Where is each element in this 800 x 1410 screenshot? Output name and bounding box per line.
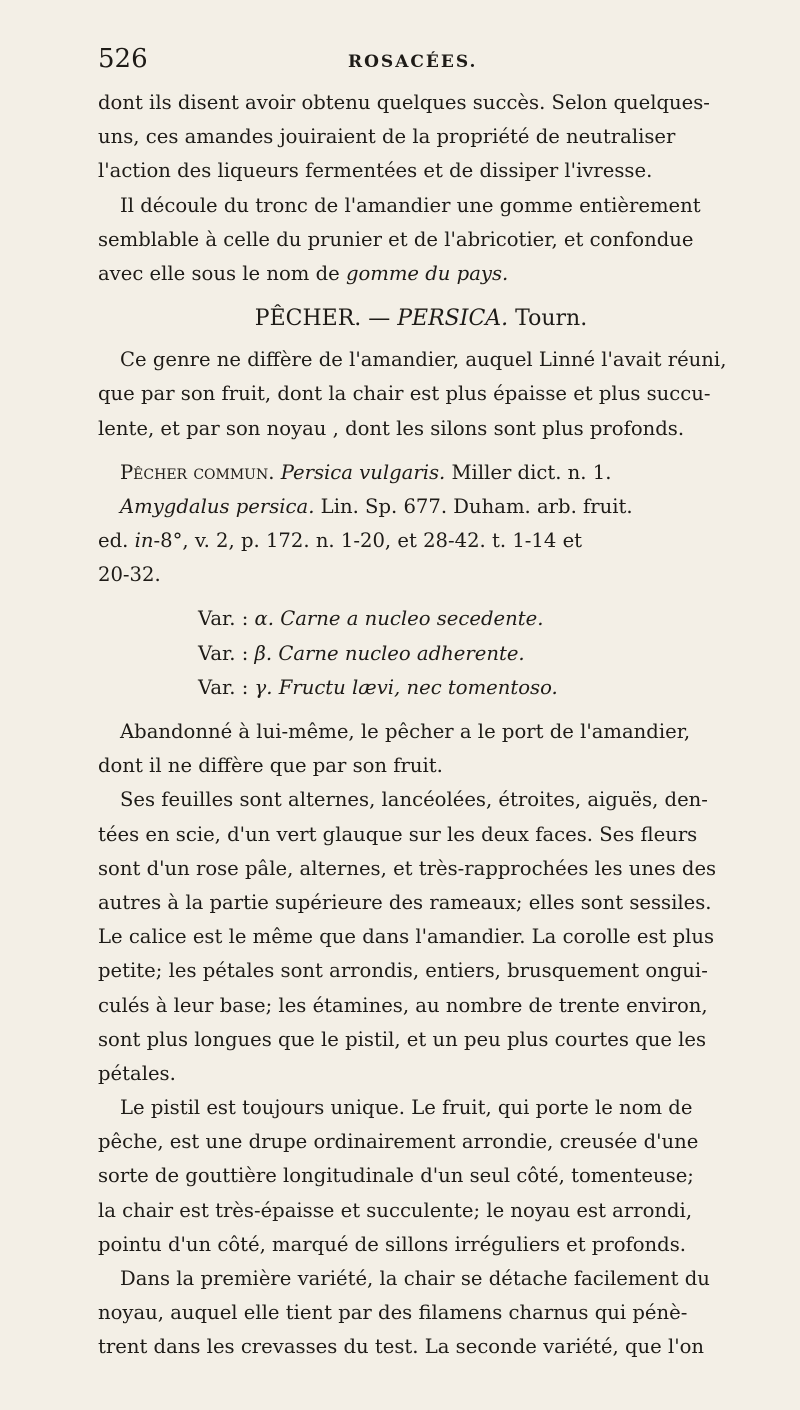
paragraph-3 xyxy=(98,343,744,446)
genus-name-latin: PERSICA. xyxy=(397,306,509,332)
text-line: pétales. xyxy=(98,1061,176,1085)
variety-description: Fructu lævi, nec tomentoso. xyxy=(278,675,558,699)
running-head: ROSACÉES. xyxy=(348,52,478,72)
text-span: Lin. Sp. 677. Duham. arb. fruit. xyxy=(314,494,633,518)
variety-description: Carne a nucleo secedente. xyxy=(280,607,544,631)
spacer xyxy=(98,592,744,602)
text-line: sont d'un rose pâle, alternes, et très-rapprochées les unes des xyxy=(98,856,717,880)
text-line: culés à leur base; les étamines, au nombre de trente environ, xyxy=(98,993,708,1017)
text-line: que par son fruit, dont la chair est plus épaisse et plus succu- xyxy=(98,382,711,406)
text-line: Le calice est le même que dans l'amandier. La corolle est plus xyxy=(98,925,715,949)
page-number: 526 xyxy=(98,44,148,74)
text-line: noyau, auquel elle tient par des filamens charnus qui pénè- xyxy=(98,1301,688,1325)
text-line: Il découle du tronc de l'amandier une gomme entièrement xyxy=(120,193,701,217)
text-line xyxy=(98,524,744,558)
spacer xyxy=(98,446,744,456)
text-line: Ses feuilles sont alternes, lancéolées, étroites, aiguës, den- xyxy=(120,788,708,812)
text-line: dont il ne diffère que par son fruit. xyxy=(98,754,443,778)
paragraph-6 xyxy=(98,1091,744,1365)
variety-label: Var. : xyxy=(198,641,255,665)
text-line: dont ils disent avoir obtenu quelques succès. Selon quelques- xyxy=(98,91,710,114)
text-line xyxy=(98,490,744,524)
text-line: Dans la première variété, la chair se détache facilement du xyxy=(120,1267,710,1290)
text-line xyxy=(98,456,744,490)
variety-label: Var. : xyxy=(198,675,255,699)
species-entry xyxy=(98,456,744,593)
genus-name-fr: PÊCHER. — xyxy=(254,306,398,332)
paragraph-4 xyxy=(98,715,744,783)
paragraph-5 xyxy=(98,783,744,1091)
synonym-latin-name: Amygdalus persica. xyxy=(120,494,315,518)
variety-letter: γ. xyxy=(254,675,273,699)
text-line: Abandonné à lui-même, le pêcher a le port de l'amandier, xyxy=(120,720,691,743)
genus-authority: Tourn. xyxy=(508,306,588,332)
genus-heading xyxy=(98,295,744,343)
text-line: lente, et par son noyau , dont les silons sont plus profonds. xyxy=(98,416,685,440)
species-latin-name: Persica vulgaris. xyxy=(280,460,446,484)
text-line: autres à la partie supérieure des rameaux; elles sont sessiles. xyxy=(98,890,712,914)
variety-description: Carne nucleo adherente. xyxy=(278,641,525,665)
variety-label: Var. : xyxy=(198,607,255,631)
paragraph-2 xyxy=(98,189,744,292)
text-line: 20-32. xyxy=(98,563,161,587)
text-span: ed. xyxy=(98,529,135,553)
text-line: sorte de gouttière longitudinale d'un seul côté, tomenteuse; xyxy=(98,1164,694,1188)
spacer xyxy=(98,705,744,715)
text-line: pêche, est une drupe ordinairement arrondie, creusée d'une xyxy=(98,1130,699,1154)
text-line: Ce genre ne diffère de l'amandier, auquel Linné l'avait réuni, xyxy=(120,348,727,372)
variety-letter: β. xyxy=(254,641,273,665)
text-line: uns, ces amandes jouiraient de la propriété de neutraliser xyxy=(98,125,676,149)
text-line: sont plus longues que le pistil, et un peu plus courtes que les xyxy=(98,1027,707,1051)
italic-term: in xyxy=(134,529,154,553)
text-line: petite; les pétales sont arrondis, entiers, brusquement ongui- xyxy=(98,959,708,983)
text-span: -8°, v. 2, p. 172. n. 1-20, et 28-42. t. 1-14 et xyxy=(153,529,583,553)
text-line: tées en scie, d'un vert glauque sur les deux faces. Ses fleurs xyxy=(98,822,698,846)
text-line: l'action des liqueurs fermentées et de dissiper l'ivresse. xyxy=(98,159,653,183)
species-common-name: Pêcher commun. xyxy=(120,460,281,484)
text-line: semblable à celle du prunier et de l'abricotier, et confondue xyxy=(98,227,694,251)
variety-item xyxy=(98,637,744,671)
variety-item xyxy=(98,671,744,705)
variety-list xyxy=(98,602,744,705)
variety-letter: α. xyxy=(254,607,275,631)
italic-term: gomme du pays. xyxy=(345,261,509,285)
text-line: Le pistil est toujours unique. Le fruit, qui porte le nom de xyxy=(120,1096,693,1120)
page-header xyxy=(98,44,744,86)
text-line: trent dans les crevasses du test. La seconde variété, que l'on xyxy=(98,1335,705,1359)
paragraph-1 xyxy=(98,86,744,189)
text-span: Miller dict. n. 1. xyxy=(445,460,612,484)
text-line: la chair est très-épaisse et succulente; le noyau est arrondi, xyxy=(98,1198,693,1222)
text-span: avec elle sous le nom de xyxy=(98,261,346,285)
variety-item xyxy=(98,602,744,636)
text-line xyxy=(98,257,744,291)
text-line: pointu d'un côté, marqué de sillons irréguliers et profonds. xyxy=(98,1232,687,1256)
